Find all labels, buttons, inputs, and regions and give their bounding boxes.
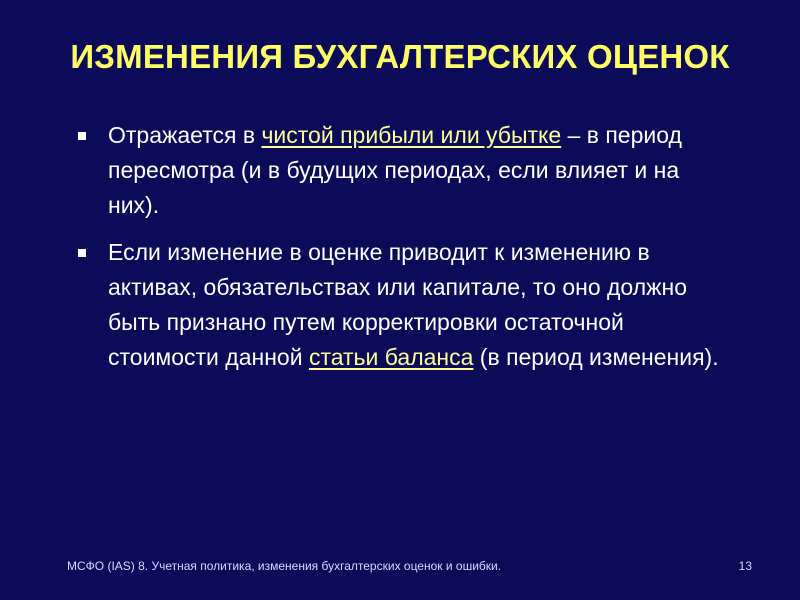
bullet-list: [78, 118, 728, 387]
bullet-item-1: [78, 118, 728, 223]
bullet-highlight: статьи баланса: [308, 344, 474, 370]
bullet-text-after: – в период пересмотра (и в будущих периодах, если влияет и на них).: [108, 122, 682, 218]
bullet-text-before: Отражается в: [108, 122, 262, 148]
bullet-text-before: Если изменение в оценке приводит к изменению в активах, обязательствах или капитале, то оно должно быть признано путем корректировки остаточной стоимости данной: [108, 239, 688, 370]
bullet-item-2: [78, 235, 728, 375]
square-bullet-icon: [78, 132, 86, 140]
slide-title: ИЗМЕНЕНИЯ БУХГАЛТЕРСКИХ ОЦЕНОК: [70, 38, 730, 75]
slide-footer: МСФО (IAS) 8. Учетная политика, изменения бухгалтерских оценок и ошибки.: [67, 559, 502, 573]
bullet-text-after: (в период изменения).: [473, 344, 719, 370]
bullet-highlight: чистой прибыли или убытке: [261, 122, 562, 148]
page-number: 13: [738, 559, 752, 573]
square-bullet-icon: [78, 249, 86, 257]
